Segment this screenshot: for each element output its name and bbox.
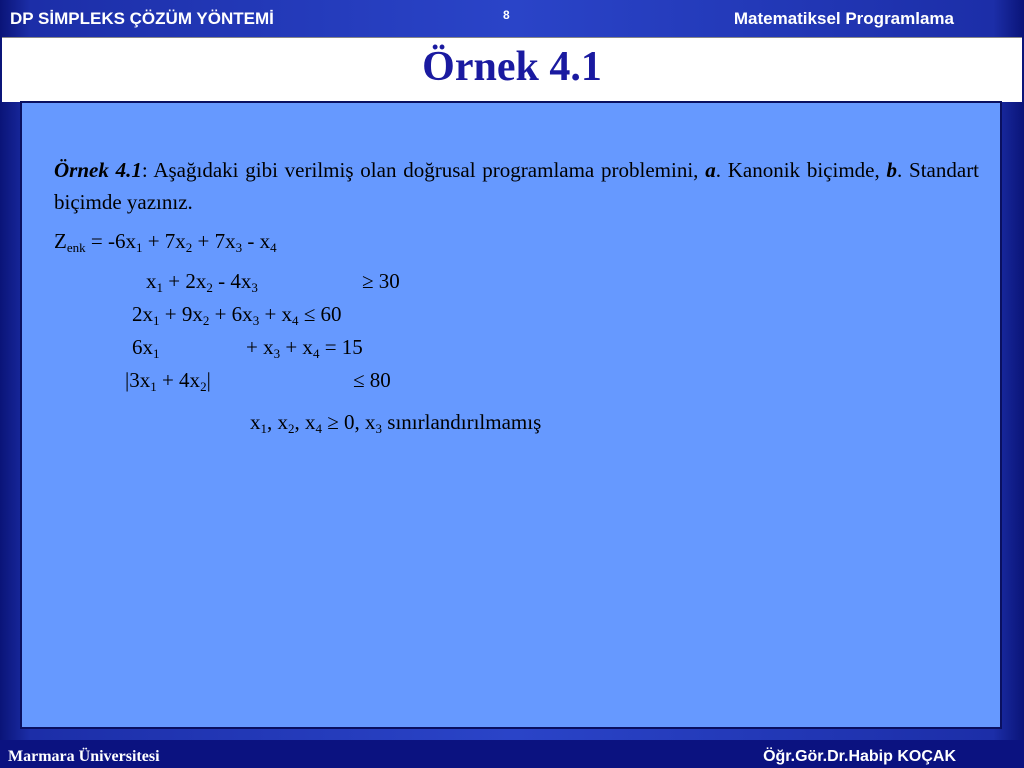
sub: 1 — [156, 280, 163, 295]
term: 6x — [132, 335, 153, 359]
problem-text: : Aşağıdaki gibi verilmiş olan doğrusal programlama problemini, — [141, 158, 706, 182]
sub: 2 — [202, 313, 210, 328]
problem-statement — [54, 154, 979, 218]
slide-title: Örnek 4.1 — [422, 44, 602, 90]
term: + 7x — [192, 229, 236, 253]
university-name: Marmara Üniversitesi — [8, 748, 160, 765]
author-name: Öğr.Gör.Dr.Habip KOÇAK — [763, 748, 956, 765]
footer-bar — [0, 740, 1024, 768]
sub: 3 — [375, 421, 383, 436]
term: x — [250, 410, 261, 434]
sub: 3 — [273, 346, 281, 361]
constraint-1 — [146, 269, 258, 294]
constraint-3 — [246, 335, 363, 360]
content-panel — [20, 101, 1002, 729]
constraint-2 — [132, 302, 342, 327]
slide-number: 8 — [503, 8, 510, 22]
constraint-4-rhs: ≤ 80 — [353, 368, 391, 392]
term: | — [206, 368, 211, 392]
term: + 6x — [209, 302, 253, 326]
term: ≥ 0, x — [322, 410, 376, 434]
term: = -6x — [85, 229, 136, 253]
course-name: Matematiksel Programlama — [733, 9, 954, 28]
term: + 2x — [163, 269, 207, 293]
sub: 2 — [288, 421, 295, 436]
term: + 4x — [156, 368, 201, 392]
title-box — [2, 37, 1022, 102]
term: - x — [242, 229, 271, 253]
part-a-label: a — [705, 158, 716, 182]
sub: 2 — [206, 280, 213, 295]
sub: 1 — [135, 240, 143, 255]
problem-text: . Kanonik biçimde, — [715, 158, 887, 182]
sub: 4 — [312, 346, 320, 361]
term: |3x — [125, 368, 151, 392]
sub: 4 — [315, 421, 322, 436]
constraint-1-rhs: ≥ 30 — [362, 269, 400, 293]
sub: 3 — [252, 313, 260, 328]
sub: 2 — [200, 379, 207, 394]
sub: 1 — [260, 421, 267, 436]
term: + x — [280, 335, 313, 359]
sub: 2 — [185, 240, 193, 255]
objective-function — [54, 229, 277, 254]
course-topic: DP SİMPLEKS ÇÖZÜM YÖNTEMİ — [10, 9, 274, 28]
part-b-label: b — [886, 158, 898, 182]
constraint-3-lhs — [132, 335, 160, 360]
z-sub: enk — [66, 240, 86, 255]
term: + 7x — [142, 229, 186, 253]
problem-label: Örnek 4.1 — [54, 158, 142, 182]
term: sınırlandırılmamış — [382, 410, 542, 434]
sign-restrictions — [250, 410, 541, 435]
term: + x — [246, 335, 274, 359]
term: + x — [259, 302, 293, 326]
term: x — [146, 269, 157, 293]
term: , x — [267, 410, 288, 434]
term: + 9x — [159, 302, 203, 326]
term: - 4x — [212, 269, 252, 293]
problem-text: . Standart biçimde yazınız. — [54, 158, 980, 214]
sub: 1 — [150, 379, 157, 394]
z: Z — [54, 229, 67, 253]
sub: 4 — [292, 313, 299, 328]
sub: 1 — [153, 346, 160, 361]
constraint-4 — [125, 368, 211, 393]
term: 2x — [132, 302, 153, 326]
sub: 3 — [235, 240, 243, 255]
rhs: ≤ 60 — [298, 302, 342, 326]
sub: 4 — [270, 240, 277, 255]
rhs: = 15 — [319, 335, 363, 359]
sub: 3 — [251, 280, 258, 295]
header-bar — [0, 0, 1024, 36]
term: , x — [294, 410, 316, 434]
sub: 1 — [153, 313, 160, 328]
